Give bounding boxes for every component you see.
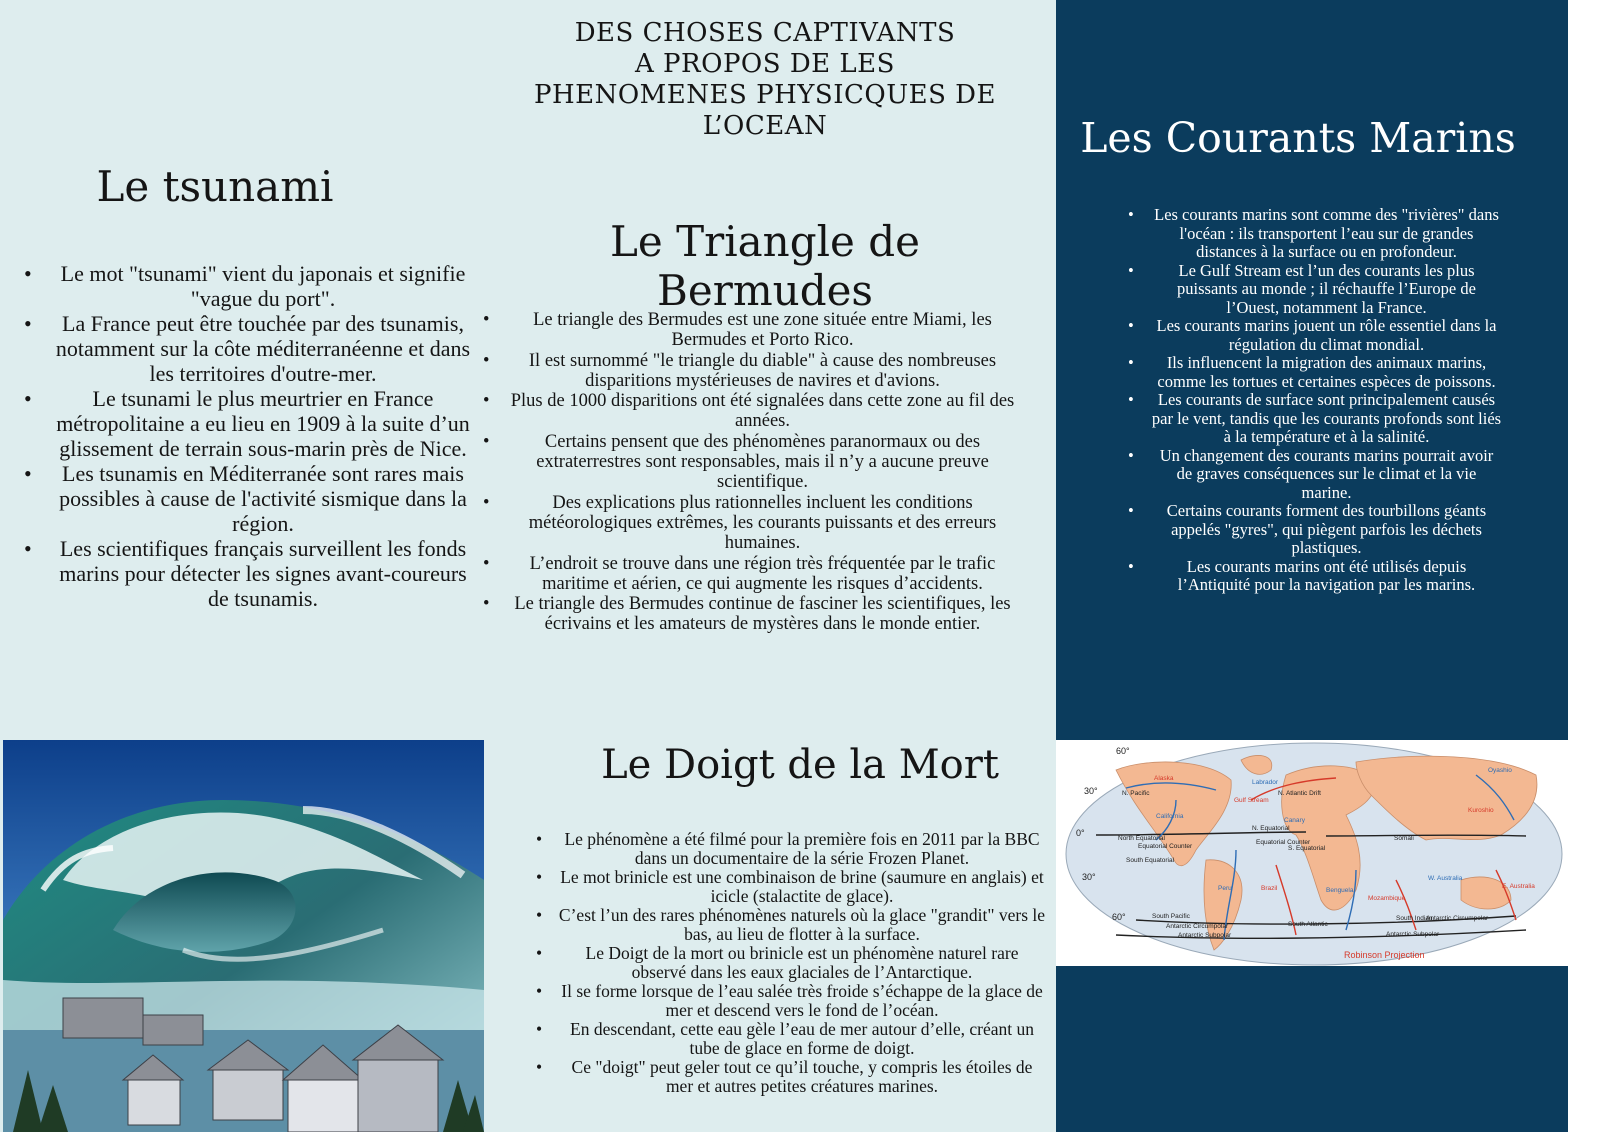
- tsunami-heading: Le tsunami: [96, 162, 334, 211]
- list-item: • Le tsunami le plus meurtrier en France métropolitaine a eu lieu en 1909 à la suite d’un glissement de terrain sous-marin près de Nice.: [24, 386, 474, 461]
- list-item: • L’endroit se trouve dans une région très fréquentée par le trafic maritime et aérien, ce qui augmente les risques d’accidents.: [483, 554, 1036, 595]
- list-item: • Les tsunamis en Méditerranée sont rares mais possibles à cause de l'activité sismique dans la région.: [24, 461, 474, 536]
- current-label: South Indian: [1396, 915, 1433, 922]
- current-label: Canary: [1284, 817, 1305, 824]
- title-line-3: PHENOMENES PHYSICQUES DE: [533, 80, 997, 110]
- title-line-1: DES CHOSES CAPTIVANTS: [574, 18, 956, 48]
- current-label: E. Australia: [1502, 883, 1535, 890]
- tsunami-wave-image: [3, 740, 484, 1132]
- current-label: S. Equatorial: [1288, 845, 1326, 852]
- current-label: N. Equatorial: [1252, 825, 1290, 832]
- current-label: South Pacific: [1152, 913, 1190, 920]
- list-item: • Le Doigt de la mort ou brinicle est un phénomène naturel rare observé dans les eaux glaciales de l’Antarctique.: [536, 944, 1046, 982]
- current-label: Alaska: [1154, 775, 1174, 782]
- list-item: • Les courants de surface sont principalement causés par le vent, tandis que les courants profonds sont liés à la température et à la salinité.: [1128, 391, 1503, 447]
- list-item: • Les courants marins ont été utilisés depuis l’Antiquité pour la navigation par les marins.: [1128, 558, 1503, 595]
- current-label: N. Pacific: [1122, 790, 1150, 797]
- current-label: W. Australia: [1428, 875, 1463, 882]
- current-label: Peru: [1218, 885, 1232, 892]
- doigt-list: [536, 830, 1046, 1096]
- list-item: • Le mot "tsunami" vient du japonais et signifie "vague du port".: [24, 261, 474, 311]
- tsunami-list: [24, 261, 474, 611]
- bermudes-heading: Le Triangle de Bermudes: [610, 217, 920, 315]
- current-label: South Atlantic: [1288, 921, 1328, 928]
- current-label: Brazil: [1261, 885, 1278, 892]
- list-item: • Certains pensent que des phénomènes paranormaux ou des extraterrestres sont responsables, mais il n’y a aucune preuve scientifique.: [483, 432, 1036, 493]
- list-item: • Le triangle des Bermudes continue de fasciner les scientifiques, les écrivains et les amateurs de mystères dans le monde entier.: [483, 594, 1036, 635]
- list-item: • Il est surnommé "le triangle du diable" à cause des nombreuses disparitions mystérieuses de navires et d'avions.: [483, 351, 1036, 392]
- list-item: • Certains courants forment des tourbillons géants appelés "gyres", qui piègent parfois les déchets plastiques.: [1128, 502, 1503, 558]
- current-label: N. Atlantic Drift: [1278, 790, 1321, 797]
- current-label: Oyashio: [1488, 767, 1512, 774]
- current-label: South Equatorial: [1126, 857, 1175, 864]
- list-item: • Ce "doigt" peut geler tout ce qu’il touche, y compris les étoiles de mer et autres petites créatures marines.: [536, 1058, 1046, 1096]
- current-label: Equatorial Counter: [1256, 839, 1311, 846]
- current-label: Equatorial Counter: [1138, 843, 1193, 850]
- current-label: Antarctic Circumpolar: [1166, 923, 1229, 930]
- lat-label: 60°: [1116, 746, 1130, 756]
- current-label: Labrador: [1252, 779, 1279, 786]
- current-label: Antarctic Subpolar: [1386, 931, 1440, 938]
- courants-list: [1128, 206, 1503, 595]
- lat-label: 30°: [1084, 786, 1098, 796]
- lat-label: 30°: [1082, 872, 1096, 882]
- page-title: [520, 18, 1010, 142]
- current-label: California: [1156, 813, 1184, 820]
- map-caption: Robinson Projection: [1344, 950, 1425, 960]
- current-label: Somali: [1394, 835, 1414, 842]
- list-item: • Le phénomène a été filmé pour la première fois en 2011 par la BBC dans un documentaire de la série Frozen Planet.: [536, 830, 1046, 868]
- current-label: Gulf Stream: [1234, 797, 1269, 804]
- current-label: North Equatorial: [1118, 835, 1165, 842]
- current-label: Antarctic Subpolar: [1178, 932, 1232, 939]
- bermudes-list: [483, 310, 1036, 635]
- list-item: • C’est l’un des rares phénomènes naturels où la glace "grandit" vers le bas, au lieu de flotter à la surface.: [536, 906, 1046, 944]
- current-label: Antarctic Circumpolar: [1426, 915, 1489, 922]
- doigt-heading: Le Doigt de la Mort: [601, 742, 999, 788]
- list-item: • Des explications plus rationnelles incluent les conditions météorologiques extrêmes, les courants puissants et des erreurs humaines.: [483, 493, 1036, 554]
- page-margin-strip: [1568, 0, 1600, 1132]
- list-item: • Les scientifiques français surveillent les fonds marins pour détecter les signes avant-coureurs de tsunamis.: [24, 536, 474, 611]
- ocean-currents-map: [1056, 740, 1568, 966]
- title-line-2: A PROPOS DE LES: [635, 49, 895, 79]
- lat-label: 0°: [1076, 828, 1085, 838]
- list-item: • La France peut être touchée par des tsunamis, notamment sur la côte méditerranéenne et dans les territoires d'outre-mer.: [24, 311, 474, 386]
- list-item: • En descendant, cette eau gèle l’eau de mer autour d’elle, créant un tube de glace en forme de doigt.: [536, 1020, 1046, 1058]
- list-item: • Le mot brinicle est une combinaison de brine (saumure en anglais) et icicle (stalactite de glace).: [536, 868, 1046, 906]
- list-item: • Les courants marins jouent un rôle essentiel dans la régulation du climat mondial.: [1128, 317, 1503, 354]
- list-item: • Plus de 1000 disparitions ont été signalées dans cette zone au fil des années.: [483, 391, 1036, 432]
- current-label: Kuroshio: [1468, 807, 1494, 814]
- courants-heading: Les Courants Marins: [1080, 114, 1516, 162]
- list-item: • Un changement des courants marins pourrait avoir de graves conséquences sur le climat et la vie marine.: [1128, 447, 1503, 503]
- list-item: • Le triangle des Bermudes est une zone située entre Miami, les Bermudes et Porto Rico.: [483, 310, 1036, 351]
- lat-label: 60°: [1112, 912, 1126, 922]
- list-item: • Ils influencent la migration des animaux marins, comme les tortues et certaines espèces de poissons.: [1128, 354, 1503, 391]
- current-label: Benguela: [1326, 887, 1354, 894]
- list-item: • Le Gulf Stream est l’un des courants les plus puissants au monde ; il réchauffe l’Europe de l’Ouest, notamment la France.: [1128, 262, 1503, 318]
- title-line-4: L’OCEAN: [702, 111, 828, 141]
- list-item: • Les courants marins sont comme des "rivières" dans l'océan : ils transportent l’eau sur de grandes distances à la surface ou en profondeur.: [1128, 206, 1503, 262]
- list-item: • Il se forme lorsque de l’eau salée très froide s’échappe de la glace de mer et descend vers le fond de l’océan.: [536, 982, 1046, 1020]
- current-label: Mozambique: [1368, 895, 1406, 902]
